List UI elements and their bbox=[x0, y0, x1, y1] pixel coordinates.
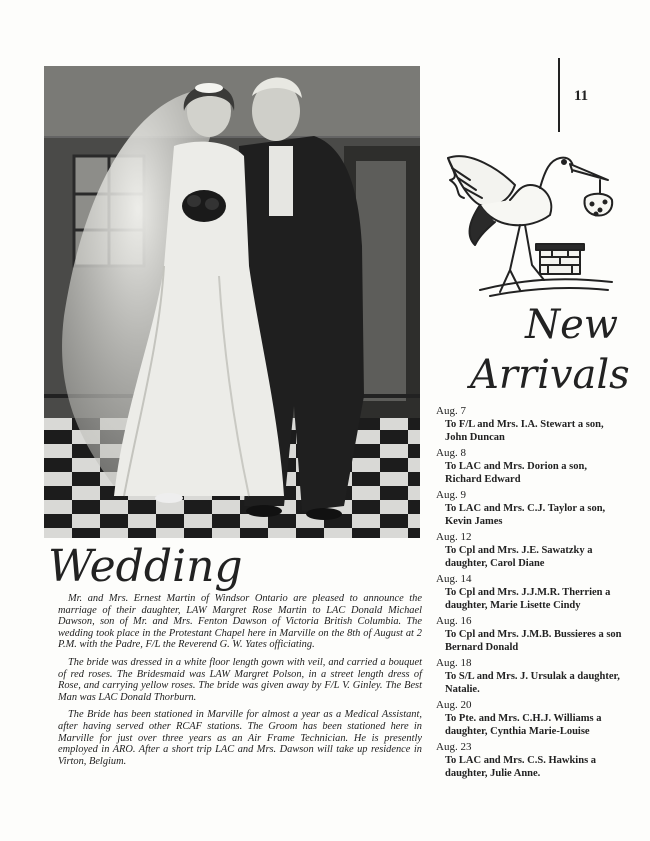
article-paragraph: Mr. and Mrs. Ernest Martin of Windsor Ontario are pleased to announce the marriage of their daughter, LAW Margret Rose Martin to LAC Donald Michael Dawson, son of Mr. and Mrs. Fenton Dawson of Victoria British Columbia. The wedding took place in the Protestant Chapel here in Marville on the 8th of August at 2 P.M. with the Padre, F/L the Reverend G. W. Yates officiating. bbox=[58, 593, 422, 651]
birth-date: Aug. 18 bbox=[436, 657, 472, 669]
birth-text: To F/L and Mrs. I.A. Stewart a son, John Duncan bbox=[445, 419, 604, 443]
article-paragraph: The Bride has been stationed in Marville for almost a year as a Medical Assistant, after having served other RCAF stations. The Groom has been stationed here in Marville for just over three years as an Air Frame Technician. He is presently employed in ARO. After a short trip LAC and Mrs. Dawson will take up residence in Virton, Belgium. bbox=[58, 709, 422, 767]
birth-date: Aug. 16 bbox=[436, 615, 472, 627]
birth-entry bbox=[436, 699, 622, 738]
page-number: 11 bbox=[574, 88, 589, 104]
new-arrivals-title-line1: New bbox=[525, 302, 618, 348]
wedding-photo bbox=[44, 66, 420, 538]
birth-date: Aug. 20 bbox=[436, 699, 472, 711]
birth-text: To LAC and Mrs. C.J. Taylor a son, Kevin James bbox=[445, 503, 606, 527]
birth-date: Aug. 8 bbox=[436, 447, 466, 459]
birth-date: Aug. 14 bbox=[436, 573, 472, 585]
new-arrivals-title bbox=[470, 300, 630, 400]
birth-date: Aug. 23 bbox=[436, 741, 472, 753]
header-rule bbox=[558, 58, 560, 132]
birth-date: Aug. 7 bbox=[436, 405, 466, 417]
birth-text: To LAC and Mrs. Dorion a son, Richard Edward bbox=[445, 461, 587, 485]
birth-entry bbox=[436, 489, 622, 528]
birth-date: Aug. 9 bbox=[436, 489, 466, 501]
birth-text: To S/L and Mrs. J. Ursulak a daughter, Natalie. bbox=[445, 671, 620, 695]
wedding-title: Wedding bbox=[48, 541, 243, 592]
birth-entry bbox=[436, 447, 622, 486]
birth-text: To Cpl and Mrs. J.M.B. Bussieres a son Bernard Donald bbox=[445, 629, 622, 653]
birth-entry bbox=[436, 741, 622, 780]
article-paragraph: The bride was dressed in a white floor length gown with veil, and carried a bouquet of red roses. The Bridesmaid was LAW Margret Polson, in a street length dress of Rose, and carrying yellow roses. The bride was given away by F/L V. Ginley. The Best Man was LAC Donald Thorburn. bbox=[58, 656, 422, 703]
new-arrivals-title-line2: Arrivals bbox=[470, 352, 630, 398]
birth-text: To Pte. and Mrs. C.H.J. Williams a daughter, Cynthia Marie-Louise bbox=[445, 713, 602, 737]
birth-text: To LAC and Mrs. C.S. Hawkins a daughter, Julie Anne. bbox=[445, 755, 597, 779]
birth-text: To Cpl and Mrs. J.E. Sawatzky a daughter, Carol Diane bbox=[445, 545, 593, 569]
birth-entry bbox=[436, 657, 622, 696]
birth-entry bbox=[436, 573, 622, 612]
wedding-article bbox=[58, 593, 422, 773]
birth-announcements-list bbox=[436, 405, 622, 783]
birth-entry bbox=[436, 615, 622, 654]
birth-entry bbox=[436, 531, 622, 570]
birth-date: Aug. 12 bbox=[436, 531, 472, 543]
birth-text: To Cpl and Mrs. J.J.M.R. Therrien a daughter, Marie Lisette Cindy bbox=[445, 587, 611, 611]
stork-illustration bbox=[440, 140, 616, 302]
birth-entry bbox=[436, 405, 622, 444]
